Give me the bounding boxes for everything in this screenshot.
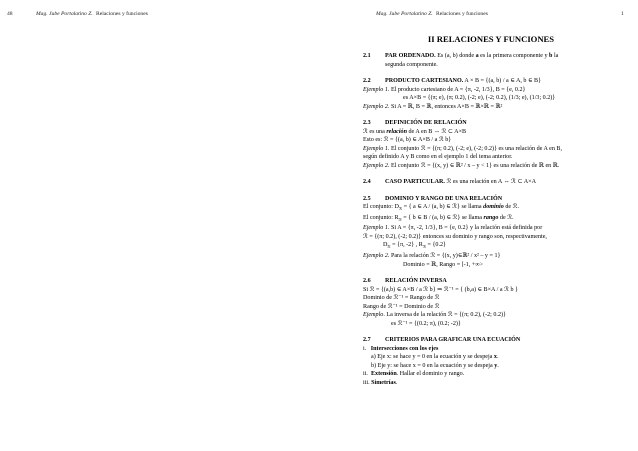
example-text: . La inversa de la relación ℛ = {(π; 0.2), (-2; 0.2)} [383,312,506,319]
left-header-title: Relaciones y funciones [96,11,148,17]
example-result: Dominio = ℝ, Rango = [-1, +∞> [403,261,484,268]
left-page-number: 48 [7,11,13,17]
section-text: ℛ es una relación en A ⇔ ℛ ⊂ A×A [444,179,536,185]
criterion-text: . [497,362,499,369]
section-par-ordenado [363,52,619,69]
section-title: PAR ORDENADO. [385,53,436,59]
example-result: = {0.2} [425,242,446,249]
example-text: . Si A = ℝ, B = ℝ, entonces A×B = ℝ×ℝ = ℝ² [387,103,503,110]
criterion-text: . Hallar el dominio y rango. [396,371,465,378]
definition-text: El conjunto: D [363,204,399,210]
section-title: RELACIÓN INVERSA [385,278,447,285]
example-label: Ejemplo [363,312,384,319]
definition-text: El conjunto: R [363,214,399,221]
section-title: CRITERIOS PARA GRAFICAR UNA ECUACIÓN [385,337,521,344]
example-label: Ejemplo 1 [363,145,388,152]
section-number: 2.7 [363,337,371,344]
criterion-title: Intersecciones con los ejes [370,345,439,352]
definition-text: ℛ es una [363,128,387,135]
term-rango: rango [483,214,499,221]
criterion-text: a) Eje x: se hace y = 0 en la ecuación y se despeja [371,354,494,361]
criterion-text: b) Eje y: se hace x = 0 en la ecuación y se despeja [371,362,495,369]
example-text: . El conjunto ℛ = {(x, y) ∈ ℝ² / x – y < 1} es una relación de ℝ en ℝ. [387,162,560,169]
list-marker: i. [363,345,367,352]
term-dominio: dominio [483,204,504,210]
definition-text: = { b ∈ B / (a, b) ∈ ℛ} se llama [401,214,484,221]
example-text: . El conjunto ℛ = {(π; 0.2), (-2; e), (-2; 0.2)} es una relación de A en B, [387,145,562,152]
list-marker: iii. [363,379,370,386]
var-a: a [475,53,479,59]
section-title: PRODUCTO CARTESIANO. [385,78,464,84]
section-dominio-rango: 2.5 DOMINIO Y RANGO DE UNA RELACIÓN El conjunto: $D_ℛ$ = { a ∈ A / (a, b) ∈ ℛ} se llama dominio de ℛ. El conjunto: $R_ℛ$ = { b ∈ B / (a, b) ∈ ℛ} se llama rango de ℛ. Ejemplo 1. Si A = {π, -2, 1/3}, B = {e, 0.2} y la relación está definida por ℛ = {(π; 0.2), (-2; 0.2)} entonces su dominio y rango son, respectivamente, $D_ℛ = \{\pi$, -2} , $R_ℛ = \{0.2\}$ Ejemplo 2. Para la relación ℛ = {(x, y)∈ℝ² / x² – y = 1} Dominio = ℝ, Rango = [-1, +∞> [363,195,619,270]
example-label: Ejemplo 1 [363,225,388,232]
example-text: . Si A = {π, -2, 1/3}, B = {e, 0.2} y la relación está definida por [387,225,543,232]
right-header-author: Mag. Jube Portalatino Z. [376,11,433,17]
criterion-text: . [496,354,499,361]
example-label: Ejemplo 2 [363,103,388,110]
var-y: y [494,362,498,369]
definition-formula: Esto es: ℛ = {(a, b) ∈ A×B / a ℛ b} [363,137,452,143]
criterion-title: Simetrías [371,379,396,386]
example-text: ℛ = {(π; 0.2), (-2; 0.2)} entonces su dominio y rango son, respectivamente, [363,233,547,240]
section-number: 2.2 [363,78,371,84]
section-text: segunda componente. [385,61,438,68]
formula: A × B = {(a, b) / a ∈ A, b ∈ B} [463,78,542,84]
criterion-text: . [395,379,398,386]
section-text: la [552,53,559,59]
chapter-title: II RELACIONES Y FUNCIONES [427,34,555,44]
example-result: = {π, -2} , R [390,242,423,249]
section-title: CASO PARTICULAR. [385,179,445,185]
section-number: 2.4 [363,179,371,185]
term-relacion: relación [386,128,407,135]
section-definicion-relacion [363,119,619,170]
section-text: es la primera componente y [478,53,550,59]
right-header-title: Relaciones y funciones [436,11,488,17]
right-page-number: 1 [621,11,624,17]
criterion-title: Extensión [370,371,397,378]
example-result: es A×B = {(π; e), (π; 0.2), (-2; e), (-2; 0.2), (1/3; e), (1/3; 0.2)} [403,95,556,101]
section-relacion-inversa [363,277,619,328]
list-marker: ii. [363,371,368,378]
inverse-definition: Si ℛ = {(a,b) ∈ A×B / a ℛ b} ⇒ ℛ⁻¹ = { (b,a) ∈ B×A / a ℛ b } [363,286,518,293]
section-number: 2.1 [363,53,371,59]
example-label: Ejemplo 1 [363,86,388,93]
var-x: x [493,354,497,361]
section-caso-particular [363,178,619,187]
example-result: es ℛ⁻¹ = {(0.2; π), (0.2; -2)} [391,320,461,327]
example-label: Ejemplo 2 [363,253,388,260]
section-title: DOMINIO Y RANGO DE UNA RELACIÓN [385,195,503,202]
definition-text: de ℛ. [503,204,519,210]
section-number: 2.5 [363,195,371,202]
definition-text: de A en B ⇔ ℛ ⊂ A×B [406,128,467,135]
var-b: b [549,53,553,59]
definition-text: de ℛ. [498,214,514,221]
example-label: Ejemplo 2 [363,162,388,169]
example-text: . Para la relación ℛ = {(x, y)∈ℝ² / x² – y = 1} [387,253,501,260]
example-text: . El producto cartesiano de A = {π, -2, 1/3}, B = {e, 0.2} [387,86,526,93]
page-content [363,34,619,387]
inverse-domain: Dominio de ℛ⁻¹ = Rango de ℛ [363,295,440,302]
inverse-range: Rango de ℛ⁻¹ = Dominio de ℛ [363,303,440,310]
section-title: DEFINICIÓN DE RELACIÓN [385,120,467,126]
section-number: 2.6 [363,278,371,285]
section-number: 2.3 [363,120,371,126]
left-header-author: Mag. Jube Portalatino Z. [36,11,93,17]
section-producto-cartesiano [363,77,619,111]
example-result: D [383,242,388,249]
section-text: Es (a, b) donde [435,53,476,59]
example-text: según definido A y B como en el ejemplo 1 del tema anterior. [363,154,513,160]
section-criterios-graficar [363,336,619,387]
definition-text: = { a ∈ A / (a, b) ∈ ℛ} se llama [402,204,484,210]
